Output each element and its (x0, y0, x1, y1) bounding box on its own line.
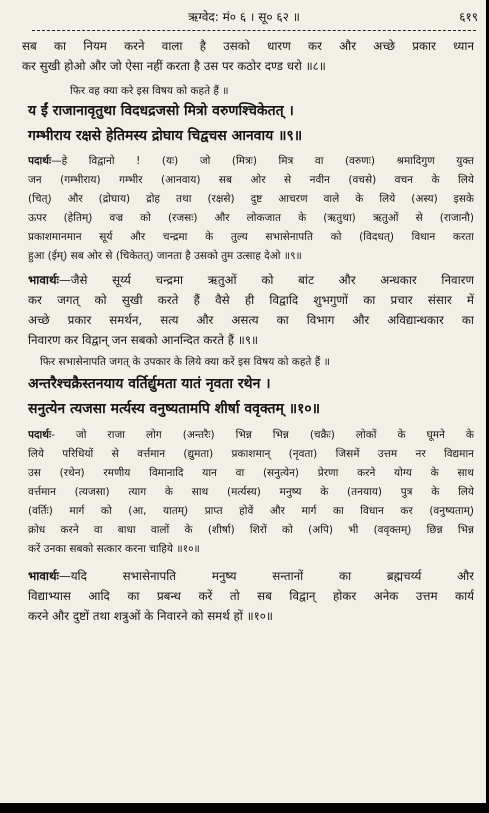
mantra-9 (28, 99, 474, 149)
mantra-line: गम्भीराय रक्षसे हेतिमस्य द्रोघाय चिद्वचस आनवाय ॥९॥ (28, 128, 303, 144)
text-line: पदार्थः- जो राजा लोग (अन्तरैः) भिन्न भिन्न (चक्रैः) लोकों के घूमने के (28, 429, 474, 441)
mantra-line: अन्तरैश्चक्रैस्तनयाय वर्तिर्द्युमता यातं नृवता रथेन । (28, 376, 271, 392)
text-line: हुआ (ईम्) सब ओर से (चिकेतत्) जानता है उसको तुम उत्साह देओ ॥९॥ (28, 250, 302, 262)
text-line: जन (गम्भीराय) गम्भीर (आनवाय) सब ओर से नवीन (वचसे) वचन के लिये (28, 174, 474, 186)
bhavartha-10 (28, 566, 474, 626)
padartha-9 (28, 152, 474, 266)
running-title: ऋग्वेद: मं० ६ । सू० ६२ ॥ (188, 10, 300, 24)
padartha-label: पदार्थः (28, 429, 52, 441)
bhavartha-label: भावार्थः (28, 273, 59, 287)
text-line: सब का नियम करने वाला है उसको धारण कर और अच्छे प्रकार ध्यान (22, 39, 474, 53)
text-line: करने और दुष्टों तथा शत्रुओं के निवारने को समर्थ हों ॥१०॥ (28, 609, 273, 623)
section-heading: फिर वह क्या करे इस विषय को कहते हैं ॥ (70, 85, 229, 97)
intro-paragraph (22, 36, 474, 76)
text-line: निवारण कर विद्वान् जन सबको आनन्दित करते हैं ॥९॥ (28, 333, 259, 347)
text-line: लिये परिधियों से वर्त्तमान (द्युमता) प्रकाशमान् (नृवता) जिसमें उत्तम नर विद्यमान (28, 448, 474, 460)
text-line: ऊपर (हेतिम्) वज्र को (रजसः) और लोकजात के (ऋतुथा) ऋतुओं से (राजानौ) (28, 212, 474, 224)
text-line: (वर्तिः) मार्ग को (आ, यातम्) प्राप्त होवें और मार्ग का विधान कर (वनुष्यताम्) (28, 505, 474, 517)
bhavartha-label: भावार्थः (28, 569, 59, 583)
bhavartha-9 (28, 270, 474, 350)
text-line: कर जगत् को सुखी करते हैं वैसे ही विद्वादि शुभगुणों का प्रचार संसार में (28, 293, 474, 307)
page-header (10, 8, 478, 28)
text-line: उस (रथेन) रमणीय विमानादि यान वा (सनुत्येन) प्रेरणा करने योग्य के साथ (28, 467, 474, 479)
mantra-10 (28, 372, 474, 422)
padartha-label: पदार्थः (28, 155, 52, 167)
mantra-line: सनुत्येन त्यजसा मर्त्यस्य वनुष्यतामपि शीर्षा ववृक्तम् ॥१०॥ (28, 401, 321, 417)
text-line: भावार्थः—यदि सभासेनापति मनुष्य सन्तानों का ब्रह्मचर्य्य और (28, 569, 474, 583)
text-line: वर्त्तमान (त्यजसा) त्याग के साथ (मर्त्यस्य) मनुष्य के (तनयाय) पुत्र के लिये (28, 486, 474, 498)
padartha-10 (28, 426, 474, 559)
text-line: करें उनका सबको सत्कार करना चाहिये ॥१०॥ (28, 543, 200, 555)
text-line: विद्याभ्यास आदि का प्रबन्ध करें तो सब विद्वान् होकर अनेक उत्तम कार्य (28, 589, 474, 603)
text-line: प्रकाशमानमान सूर्य और चन्द्रमा के तुल्य सभासेनापति को (विदधत्) विधान करता (28, 231, 474, 243)
text-line: अच्छे प्रकार समर्थन, सत्य और असत्य का विभाग और अविद्यान्धकार का (28, 313, 474, 327)
section-heading: फिर सभासेनापति जगत् के उपकार के लिये क्या करें इस विषय को कहते हैं ॥ (40, 356, 330, 368)
header-rule (32, 30, 476, 31)
text-line: क्रोध करने वा बाधा वालों के (शीर्षा) शिरों को (अपि) भी (ववृक्तम्) छिन्न भिन्न (28, 524, 474, 536)
text-line: (चित्) और (द्रोघाय) द्रोह तथा (रक्षसे) दुष्ट आचरण वाले के लिये (अस्य) इसके (28, 193, 474, 205)
page-number: ६१९ (459, 10, 478, 24)
text-line: पदार्थः—हे विद्वानो ! (यः) जो (मित्रः) मित्र वा (वरुणः) श्रमादिगुण युक्त (28, 155, 474, 167)
text-line: कर सुखी होओ और जो ऐसा नहीं करता है उस पर कठोर दण्ड धरो ॥८॥ (22, 59, 326, 73)
text-line: भावार्थः—जैसे सूर्य्य चन्द्रमा ऋतुओं को बांट और अन्धकार निवारण (28, 273, 474, 287)
mantra-line: य ईं राजानावृतुथा विदधद्रजसो मित्रो वरुणश्चिकेतत् । (28, 103, 294, 119)
